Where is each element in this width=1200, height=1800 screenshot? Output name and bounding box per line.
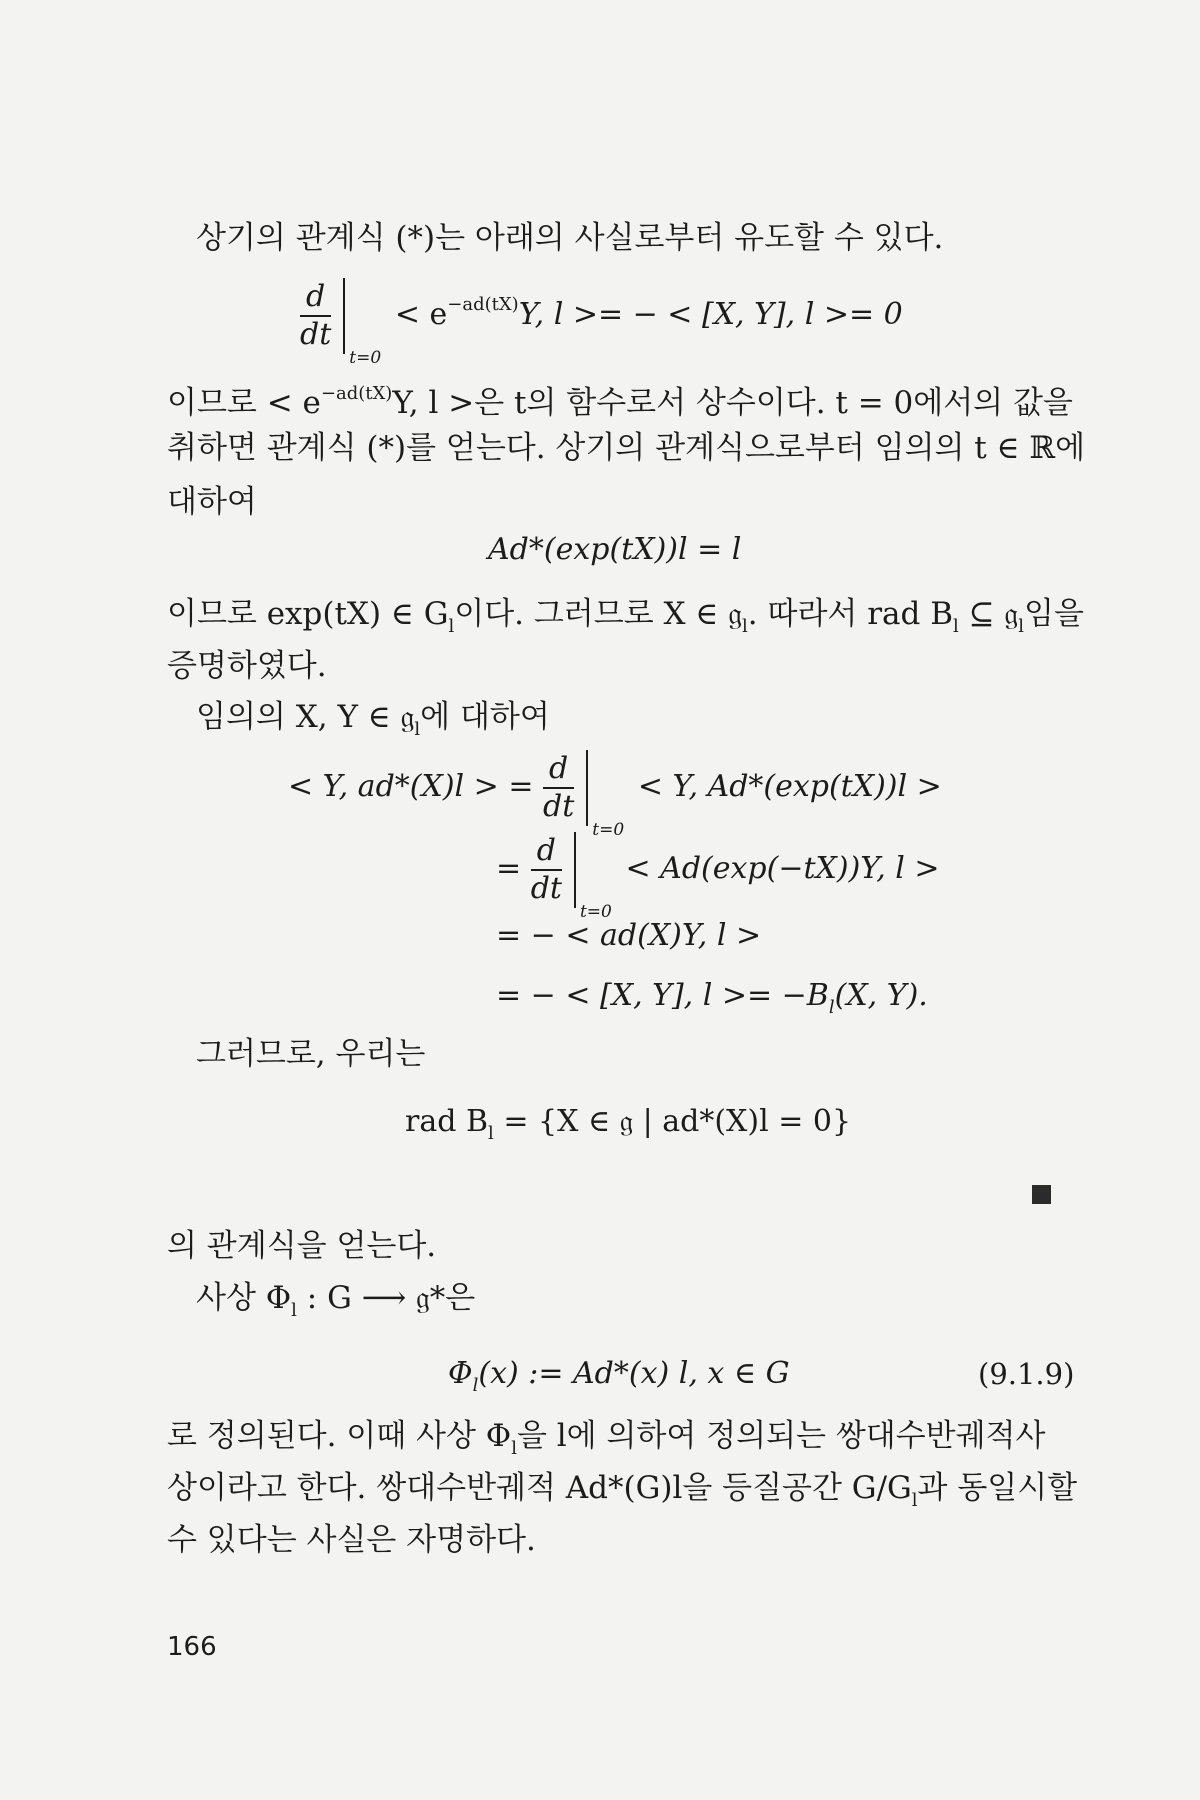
paragraph-6: 증명하였다. xyxy=(167,648,327,684)
equation-2: Ad*(exp(tX))l = l xyxy=(488,532,742,567)
equation-8: $\Phi_l(x)$ := Ad*(x) l, x ∈ G xyxy=(448,1356,790,1396)
paragraph-7: 임의의 X, Y ∈ 𝔤$_l$에 대하여 xyxy=(196,699,550,740)
derivative-fraction: $\frac{d}{dt}$ xyxy=(543,751,575,824)
paragraph-8: 그러므로, 우리는 xyxy=(196,1036,426,1072)
paragraph-4: 대하여 xyxy=(167,484,257,520)
paragraph-5: 이므로 exp(tX) ∈ $G_l$이다. 그러므로 X ∈ 𝔤$_l$. 따라서 rad $B_l$ ⊆ 𝔤$_l$임을 xyxy=(167,596,1084,637)
paragraph-1: 상기의 관계식 (*)는 아래의 사실로부터 유도할 수 있다. xyxy=(196,220,944,256)
evaluation-bar: t=0 xyxy=(343,278,385,354)
paragraph-13: 수 있다는 사실은 자명하다. xyxy=(167,1522,536,1558)
equation-5: = − < ad(X)Y, l > xyxy=(496,918,762,953)
derivative-fraction: $\frac{d}{dt}$ xyxy=(530,833,562,906)
equation-4: = $\frac{d}{dt}$ t=0 < Ad(exp(−tX))Y, l > xyxy=(496,833,940,922)
equation-1: $\frac{d}{dt}$ t=0 < $e^{-ad(tX)}Y$, l >= − < [X, Y], l >= 0 xyxy=(300,279,903,368)
equation-6: = − < [X, Y], $l >= -B_l(X$, Y). xyxy=(496,978,928,1018)
page-number: 166 xyxy=(167,1632,217,1662)
qed-square xyxy=(1032,1185,1051,1204)
equation-3: < Y, ad*(X)l > = $\frac{d}{dt}$ t=0 < Y, Ad*(exp(tX))l > xyxy=(288,751,942,840)
evaluation-bar: t=0 xyxy=(586,750,628,826)
paragraph-10: 사상 $\Phi_l$ : G ⟶ 𝔤*은 xyxy=(196,1280,476,1321)
derivative-fraction: $\frac{d}{dt}$ xyxy=(300,279,332,352)
paragraph-2: 이므로 < $e^{-ad(tX)}Y$, l >은 t의 함수로서 상수이다. t = 0에서의 값을 xyxy=(167,383,1073,421)
equation-7: rad $B_l = \{X$ ∈ 𝔤 | ad*(X)l = 0} xyxy=(405,1104,852,1144)
paragraph-9: 의 관계식을 얻는다. xyxy=(167,1228,437,1264)
paragraph-12: 상이라고 한다. 쌍대수반궤적 Ad*(G)l을 등질공간 $G/G_l$과 동일시할 xyxy=(167,1470,1078,1511)
paragraph-3: 취하면 관계식 (*)를 얻는다. 상기의 관계식으로부터 임의의 t ∈ ℝ에 xyxy=(167,430,1086,466)
equation-number: (9.1.9) xyxy=(978,1357,1075,1391)
paragraph-11: 로 정의된다. 이때 사상 $\Phi_l$을 l에 의하여 정의되는 쌍대수반궤적사 xyxy=(167,1418,1046,1459)
evaluation-bar: t=0 xyxy=(574,832,616,908)
